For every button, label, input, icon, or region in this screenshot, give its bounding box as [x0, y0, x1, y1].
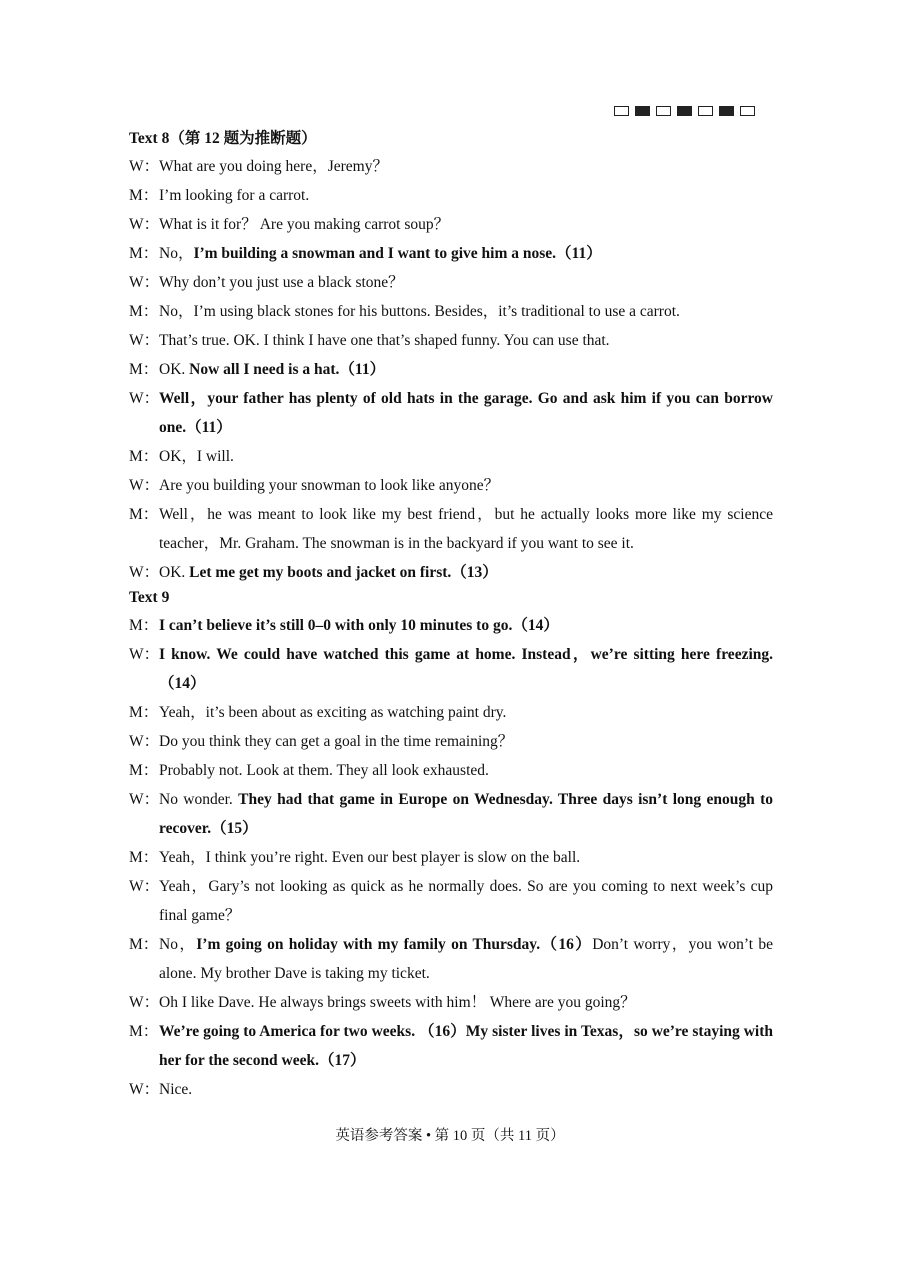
dialogue-text: Are you building your snowman to look like anyone？ [159, 477, 500, 494]
header-mark-empty [740, 106, 755, 116]
dialogue-text: Why don’t you just use a black stone？ [159, 274, 404, 291]
dialogue-line [129, 181, 773, 210]
dialogue-text: Probably not. Look at them. They all look exhausted. [159, 762, 489, 779]
dialogue-text: Yeah，it’s been about as exciting as watching paint dry. [159, 704, 507, 721]
header-mark-filled [635, 106, 650, 116]
speaker-label: M： [129, 617, 159, 634]
speaker-label: W： [129, 332, 160, 349]
dialogue-line [129, 268, 773, 297]
dialogue-line [129, 1075, 773, 1104]
speaker-label: M： [129, 187, 159, 204]
dialogue-line [129, 872, 773, 930]
answer-key-text: Let me get my boots and jacket on first.（13） [189, 564, 498, 581]
dialogue-line [129, 355, 773, 384]
dialogue-text: I’m looking for a carrot. [159, 187, 310, 204]
header-mark-empty [656, 106, 671, 116]
answer-key-text: We’re going to America for two weeks. （16）My sister lives in Texas，so we’re staying with her for the second week.（17） [159, 1023, 773, 1069]
dialogue-line [129, 442, 773, 471]
dialogue-text: What is it for？ Are you making carrot soup？ [159, 216, 450, 233]
answer-key-text: I know. We could have watched this game at home. Instead，we’re sitting here freezing.（14） [159, 646, 773, 692]
speaker-label: M： [129, 303, 159, 320]
dialogue-text: Well，he was meant to look like my best friend，but he actually looks more like my science teacher，Mr. Graham. The snowman is in the backyard if you want to see it. [159, 506, 773, 552]
speaker-label: M： [129, 762, 159, 779]
dialogue-text: OK. [159, 361, 190, 378]
dialogue-text: Yeah，Gary’s not looking as quick as he normally does. So are you coming to next week’s cup final game？ [159, 878, 773, 924]
dialogue-text: No， [159, 936, 197, 953]
speaker-label: W： [129, 477, 160, 494]
dialogue-line [129, 152, 773, 181]
dialogue-text: What are you doing here，Jeremy？ [159, 158, 388, 175]
answer-key-text: I’m building a snowman and I want to give him a nose.（11） [193, 245, 602, 262]
header-marks [614, 106, 755, 116]
speaker-label: M： [129, 506, 159, 523]
answer-key-text: Well，your father has plenty of old hats in the garage. Go and ask him if you can borrow one.（11） [159, 390, 773, 436]
speaker-label: W： [129, 216, 160, 233]
dialogue-line [129, 500, 773, 558]
dialogue-line [129, 640, 773, 698]
dialogue-line [129, 297, 773, 326]
dialogue-text: No，I’m using black stones for his buttons. Besides，it’s traditional to use a carrot. [159, 303, 680, 320]
dialogue-line [129, 698, 773, 727]
speaker-label: W： [129, 274, 160, 291]
dialogue-text: That’s true. OK. I think I have one that’s shaped funny. You can use that. [159, 332, 610, 349]
dialogue-text: Nice. [159, 1081, 193, 1098]
speaker-label: W： [129, 733, 160, 750]
speaker-label: W： [129, 564, 160, 581]
dialogue-line [129, 471, 773, 500]
speaker-label: M： [129, 1023, 159, 1040]
speaker-label: M： [129, 704, 159, 721]
speaker-label: W： [129, 791, 160, 808]
dialogue-line [129, 930, 773, 988]
header-mark-filled [719, 106, 734, 116]
speaker-label: M： [129, 849, 159, 866]
answer-key-text: I can’t believe it’s still 0–0 with only 10 minutes to go.（14） [159, 617, 559, 634]
dialogue-line [129, 843, 773, 872]
dialogue-line [129, 988, 773, 1017]
dialogue-line [129, 727, 773, 756]
dialogue-line [129, 611, 773, 640]
speaker-label: W： [129, 994, 160, 1011]
header-mark-empty [698, 106, 713, 116]
speaker-label: M： [129, 448, 159, 465]
dialogue-text: OK，I will. [159, 448, 234, 465]
dialogue-text: No， [159, 245, 194, 262]
speaker-label: W： [129, 390, 160, 407]
dialogue-line [129, 210, 773, 239]
dialogue-text: OK. [159, 564, 190, 581]
speaker-label: W： [129, 646, 160, 663]
speaker-label: W： [129, 878, 160, 895]
dialogue-line [129, 558, 773, 587]
dialogue-line [129, 756, 773, 785]
dialogue-text: No wonder. [159, 791, 239, 808]
speaker-label: W： [129, 1081, 160, 1098]
speaker-label: M： [129, 245, 159, 262]
dialogue-text: Yeah，I think you’re right. Even our best player is slow on the ball. [159, 849, 581, 866]
speaker-label: M： [129, 361, 159, 378]
dialogue-line [129, 384, 773, 442]
dialogue-line [129, 326, 773, 355]
speaker-label: M： [129, 936, 159, 953]
page-footer: 英语参考答案 • 第 10 页（共 11 页） [335, 1128, 565, 1144]
dialogue-line [129, 1017, 773, 1075]
section-title: Text 8（第 12 题为推断题） [129, 130, 317, 147]
dialogue-text: Do you think they can get a goal in the time remaining？ [159, 733, 514, 750]
dialogue-text: Don’t worry，you won’t be alone. My brother Dave is taking my ticket. [159, 936, 773, 982]
answer-key-text: They had that game in Europe on Wednesday. Three days isn’t long enough to recover.（15） [159, 791, 773, 837]
header-mark-filled [677, 106, 692, 116]
dialogue-line [129, 785, 773, 843]
section-title: Text 9 [129, 589, 170, 606]
dialogue-text: Oh I like Dave. He always brings sweets with him！ Where are you going？ [159, 994, 636, 1011]
dialogue-line [129, 239, 773, 268]
header-mark-empty [614, 106, 629, 116]
speaker-label: W： [129, 158, 160, 175]
transcript [129, 128, 773, 1104]
answer-key-text: I’m going on holiday with my family on Thursday.（16） [196, 936, 593, 953]
answer-key-text: Now all I need is a hat.（11） [189, 361, 386, 378]
